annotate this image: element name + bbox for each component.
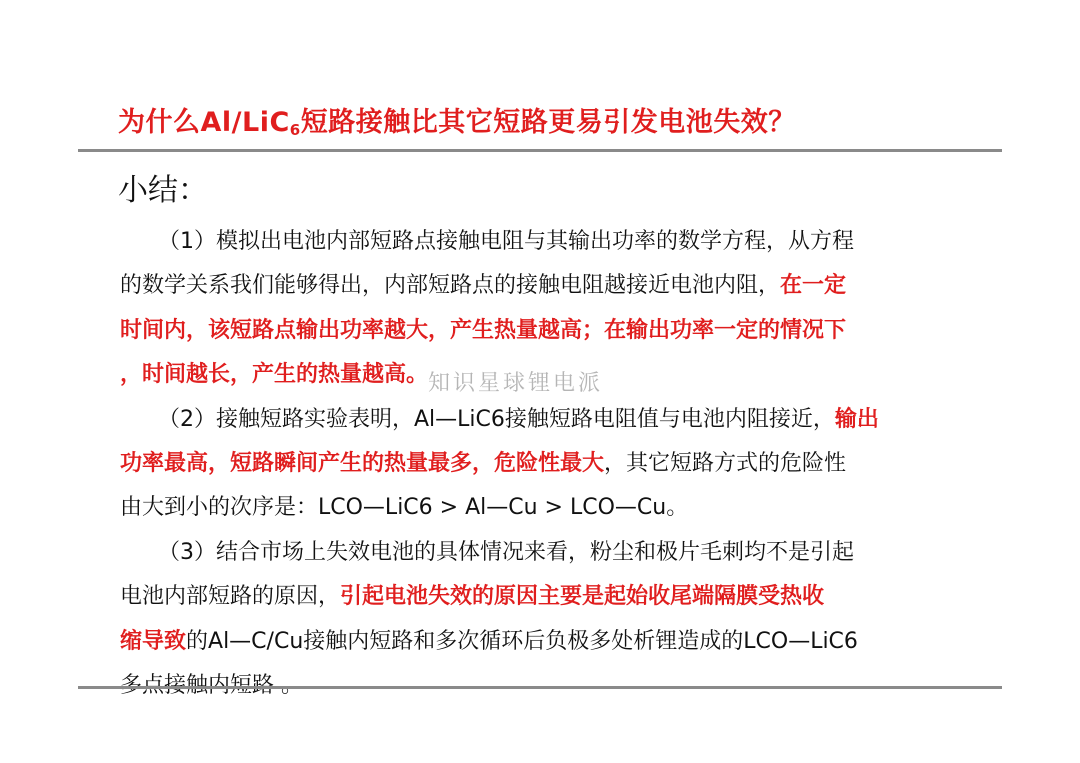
p2-line-1-normal: （2）接触短路实验表明，Al—LiC6接触短路电阻值与电池内阻接近， <box>158 406 835 432</box>
p1-line-2-normal: 的数学关系我们能够得出，内部短路点的接触电阻越接近电池内阻， <box>120 273 781 299</box>
title-suffix: 短路接触比其它短路更易引发电池失效？ <box>300 107 796 138</box>
p2-line-2 <box>120 442 960 486</box>
title-subscript: 6 <box>289 121 301 139</box>
p1-line-4-highlight: ，时间越长，产生的热量越高。 <box>120 362 429 388</box>
p3-line-2 <box>120 575 960 619</box>
summary-body <box>120 220 960 708</box>
p1-line-2-highlight: 在一定 <box>780 273 847 299</box>
summary-heading: 小结： <box>118 173 208 208</box>
p3-line-1: （3）结合市场上失效电池的具体情况来看，粉尘和极片毛刺均不是引起 <box>158 539 854 565</box>
slide-title <box>118 100 796 139</box>
p2-line-1-highlight: 输出 <box>834 406 879 432</box>
p3-line-3-highlight: 缩导致 <box>120 628 187 654</box>
bottom-divider <box>78 686 1002 689</box>
p1-line-1: （1）模拟出电池内部短路点接触电阻与其输出功率的数学方程，从方程 <box>158 229 854 254</box>
p3-line-2-highlight: 引起电池失效的原因主要是起始收尾端隔膜受热收 <box>340 584 825 610</box>
p2-line-2-highlight: 功率最高，短路瞬间产生的热量最多，危险性最大 <box>120 450 605 476</box>
title-divider <box>78 149 1002 152</box>
p1-line-2 <box>120 264 960 308</box>
p2-line-3: 由大到小的次序是：LCO—LiC6 > Al—Cu > LCO—Cu。 <box>120 495 689 521</box>
p3-line-3-normal: 的Al—C/Cu接触内短路和多次循环后负极多处析锂造成的LCO—LiC6 <box>186 628 858 654</box>
p3-line-2-normal: 电池内部短路的原因， <box>120 584 341 610</box>
title-prefix: 为什么Al/LiC <box>118 107 290 138</box>
p2-line-2-normal: ，其它短路方式的危险性 <box>604 450 847 476</box>
p1-line-3-highlight: 时间内，该短路点输出功率越大，产生热量越高；在输出功率一定的情况下 <box>120 317 847 343</box>
watermark: 知识星球锂电派 <box>428 371 604 396</box>
p2-line-1 <box>120 398 960 442</box>
p3-line-3 <box>120 620 960 664</box>
